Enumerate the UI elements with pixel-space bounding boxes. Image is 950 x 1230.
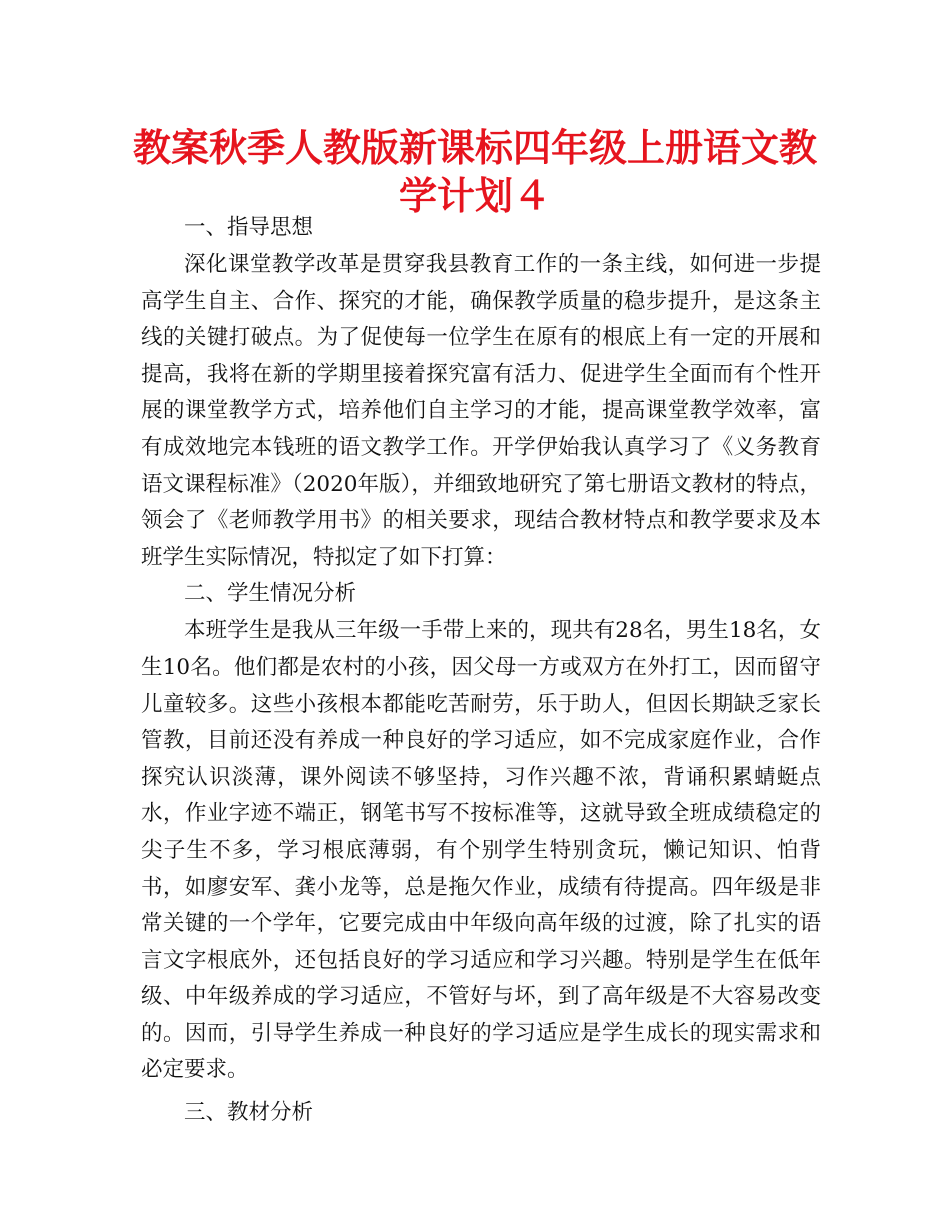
section-paragraph-guiding-ideology: 深化课堂教学改革是贯穿我县教育工作的一条主线，如何进一步提高学生自主、合作、探究的才能，确保教学质量的稳步提升，是这条主线的关键打破点。为了促使每一位学生在原有的根底上有一定的开展和提高，我将在新的学期里接着探究富有活力、促进学生全面而有个性开展的课堂教学方式，培养他们自主学习的才能，提高课堂教学效率，富有成效地完本钱班的语文教学工作。开学伊始我认真学习了《义务教育语文课程标准》（2020年版），并细致地研究了第七册语文教材的特点，领会了《老师教学用书》的相关要求，现结合教材特点和教学要求及本班学生实际情况，特拟定了如下打算： — [141, 252, 821, 570]
document-title-line-1: 教案秋季人教版新课标四年级上册语文教 — [132, 126, 817, 170]
section-heading-guiding-ideology: 一、指导思想 — [184, 215, 314, 240]
section-heading-student-analysis: 二、学生情况分析 — [184, 581, 357, 607]
section-paragraph-student-analysis: 本班学生是我从三年级一手带上来的，现共有28名，男生18名，女生10名。他们都是农村的小孩，因父母一方或双方在外打工，因而留守儿童较多。这些小孩根本都能吃苦耐劳，乐于助人，但因长期缺乏家长管教，目前还没有养成一种良好的学习适应，如不完成家庭作业，合作探究认识淡薄，课外阅读不够坚持，习作兴趣不浓，背诵积累蜻蜓点水，作业字迹不端正，钢笔书写不按标准等，这就导致全班成绩稳定的尖子生不多，学习根底薄弱，有个别学生特别贪玩，懒记知识、怕背书，如廖安军、龚小龙等，总是拖欠作业，成绩有待提高。四年级是非常关键的一个学年，它要完成由中年级向高年级的过渡，除了扎实的语言文字根底外，还包括良好的学习适应和学习兴趣。特别是学生在低年级、中年级养成的学习适应，不管好与坏，到了高年级是不大容易改变的。因而，引导学生养成一种良好的学习适应是学生成长的现实需求和必定要求。 — [141, 618, 821, 1083]
section-heading-textbook-analysis: 三、教材分析 — [184, 1100, 314, 1126]
document-title-line-2: 学计划４ — [398, 174, 551, 218]
document-body — [141, 210, 821, 1132]
